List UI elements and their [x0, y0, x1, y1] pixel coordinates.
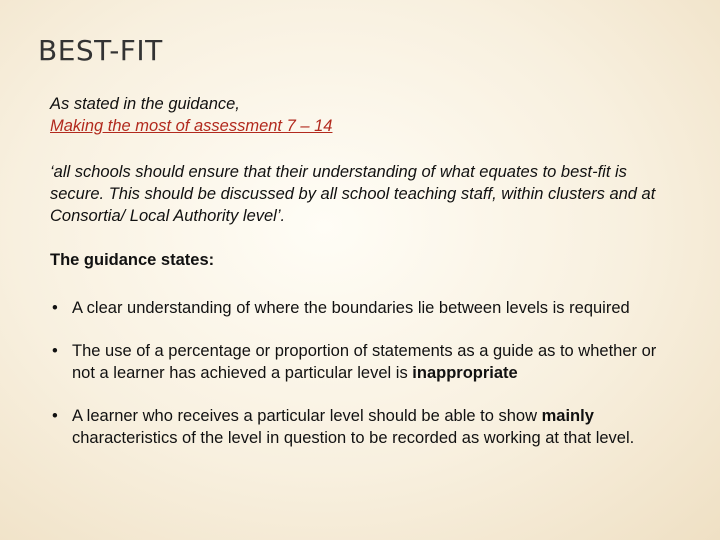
guidance-document-link[interactable]: Making the most of assessment 7 – 14: [50, 117, 333, 135]
bullet-item-boundaries: [50, 297, 660, 319]
bullet-emphasis: mainly: [541, 407, 594, 425]
guidance-bullet-list: [50, 297, 660, 449]
intro-line: As stated in the guidance,: [50, 95, 240, 113]
bullet-icon: •: [52, 342, 58, 360]
slide-title: BEST-FIT: [38, 34, 163, 67]
bullet-text: A learner who receives a particular level should be able to show: [72, 407, 542, 425]
bullet-icon: •: [52, 407, 58, 425]
bullet-text: The use of a percentage or proportion of statements as a guide as to whether or not a learner has achieved a particular level is: [72, 342, 657, 382]
bullet-icon: •: [52, 299, 58, 317]
bullet-item-percentage: [50, 340, 660, 384]
bullet-text: A clear understanding of where the boundaries lie between levels is required: [72, 299, 630, 317]
slide-content: [50, 93, 660, 470]
bullet-item-mainly: [50, 405, 660, 449]
guidance-heading: The guidance states:: [50, 251, 215, 269]
bullet-text-tail: characteristics of the level in question to be recorded as working at that level.: [72, 429, 635, 447]
bullet-emphasis: inappropriate: [412, 364, 518, 382]
guidance-quote: ‘all schools should ensure that their understanding of what equates to best-fit is secure. This should be discussed by all school teaching staff, within clusters and at Consortia/ Local Authority level’.: [50, 163, 656, 225]
